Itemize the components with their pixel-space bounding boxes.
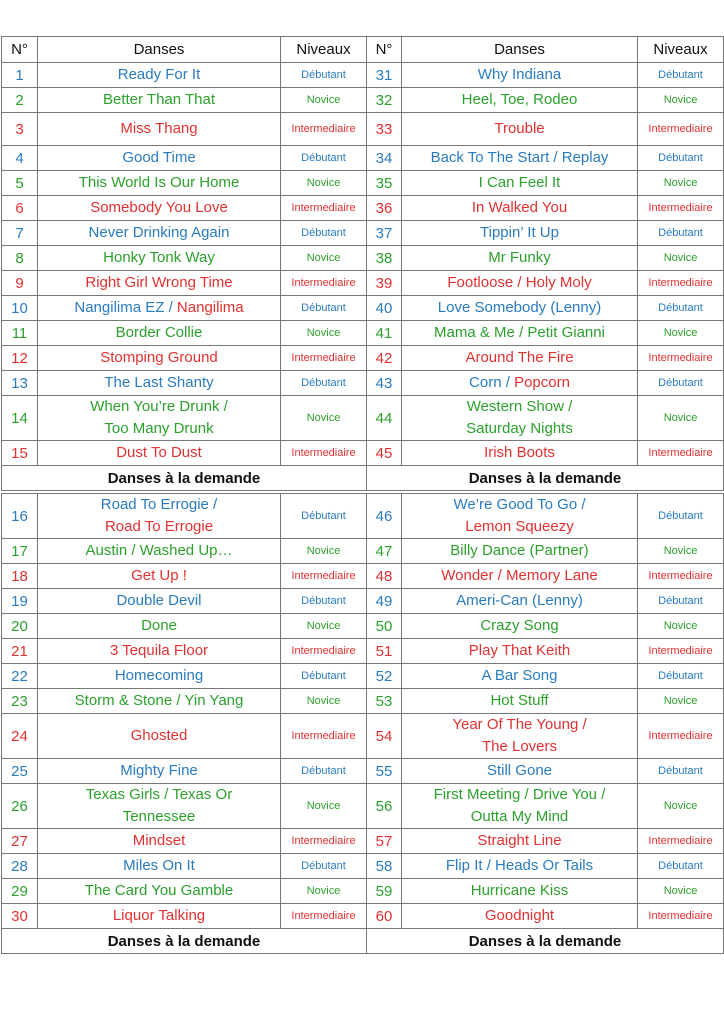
dance-level: Intermediaire xyxy=(638,441,724,466)
dance-name xyxy=(402,271,638,296)
dance-number: 16 xyxy=(2,494,38,539)
dance-level: Novice xyxy=(281,689,367,714)
dance-name-line: I Can Feel It xyxy=(478,174,561,191)
dance-name-part: Popcorn xyxy=(514,374,570,391)
dance-name xyxy=(38,879,281,904)
dance-name xyxy=(38,614,281,639)
dance-name-line: Ameri-Can (Lenny) xyxy=(456,592,583,609)
dance-level: Intermediaire xyxy=(281,639,367,664)
dance-level: Novice xyxy=(638,396,724,441)
dance-number: 13 xyxy=(2,371,38,396)
dance-level: Intermediaire xyxy=(281,113,367,146)
dance-number: 32 xyxy=(367,88,402,113)
dance-name xyxy=(402,689,638,714)
dance-name xyxy=(38,714,281,759)
dance-level: Novice xyxy=(281,784,367,829)
dance-name-line: Mama & Me / Petit Gianni xyxy=(434,324,605,341)
dance-name-line: Too Many Drunk xyxy=(104,420,214,437)
dance-level: Débutant xyxy=(281,664,367,689)
dance-name xyxy=(402,879,638,904)
dance-name-line: Love Somebody (Lenny) xyxy=(437,299,602,316)
dance-table-part-2 xyxy=(1,493,724,954)
dance-level: Novice xyxy=(281,539,367,564)
dance-name-line: Border Collie xyxy=(115,324,203,341)
dance-row xyxy=(2,296,724,321)
dance-level: Intermediaire xyxy=(281,441,367,466)
dance-level: Intermediaire xyxy=(281,346,367,371)
dance-number: 51 xyxy=(367,639,402,664)
dance-name-line: The Last Shanty xyxy=(104,374,214,391)
dance-row xyxy=(2,371,724,396)
dance-level: Novice xyxy=(281,246,367,271)
dance-level: Débutant xyxy=(638,854,724,879)
dance-row xyxy=(2,714,724,759)
dance-name xyxy=(402,664,638,689)
dance-number: 52 xyxy=(367,664,402,689)
dance-name-line: Better Than That xyxy=(102,91,216,108)
dance-row xyxy=(2,829,724,854)
dance-name-line: Austin / Washed Up… xyxy=(85,542,233,559)
dance-number: 33 xyxy=(367,113,402,146)
dance-name-line: 3 Tequila Floor xyxy=(109,642,209,659)
dance-level: Intermediaire xyxy=(638,196,724,221)
dance-number: 9 xyxy=(2,271,38,296)
dance-name xyxy=(402,904,638,929)
dance-number: 28 xyxy=(2,854,38,879)
dance-level: Novice xyxy=(638,879,724,904)
dance-number: 46 xyxy=(367,494,402,539)
dance-name xyxy=(38,664,281,689)
dance-row xyxy=(2,113,724,146)
dance-name xyxy=(402,759,638,784)
dance-number: 15 xyxy=(2,441,38,466)
dance-name-line: Miss Thang xyxy=(120,120,198,137)
dance-level: Débutant xyxy=(281,494,367,539)
dance-name-line: Still Gone xyxy=(486,762,553,779)
dance-level: Débutant xyxy=(281,221,367,246)
dance-name-line: Done xyxy=(141,617,177,634)
dance-name xyxy=(402,784,638,829)
dance-number: 31 xyxy=(367,63,402,88)
dance-name-line: Road To Errogie xyxy=(104,518,214,535)
dance-row xyxy=(2,171,724,196)
dance-number: 7 xyxy=(2,221,38,246)
dance-name-line: Good Time xyxy=(122,149,196,166)
header-levels-left: Niveaux xyxy=(281,37,367,63)
dance-name-line: Dust To Dust xyxy=(116,444,202,461)
dance-row xyxy=(2,539,724,564)
dance-name-line: Heel, Toe, Rodeo xyxy=(461,91,578,108)
dance-level: Novice xyxy=(281,614,367,639)
dance-number: 40 xyxy=(367,296,402,321)
dance-name xyxy=(402,63,638,88)
dance-number: 8 xyxy=(2,246,38,271)
dance-name-part: Corn / xyxy=(469,374,515,391)
dance-name-line: Play That Keith xyxy=(468,642,571,659)
dance-level: Novice xyxy=(281,171,367,196)
dance-row xyxy=(2,589,724,614)
dance-name-line: Billy Dance (Partner) xyxy=(450,542,589,559)
dance-name xyxy=(38,564,281,589)
dance-name xyxy=(38,396,281,441)
dance-name-line: Liquor Talking xyxy=(112,907,206,924)
dance-number: 41 xyxy=(367,321,402,346)
dance-number: 26 xyxy=(2,784,38,829)
dance-level: Novice xyxy=(638,539,724,564)
dance-number: 58 xyxy=(367,854,402,879)
dance-level: Débutant xyxy=(281,63,367,88)
dance-name-line: Year Of The Young / xyxy=(452,716,587,733)
dance-row xyxy=(2,63,724,88)
dance-name-line: Stomping Ground xyxy=(100,349,218,366)
dance-name xyxy=(38,171,281,196)
dance-number: 42 xyxy=(367,346,402,371)
dance-number: 14 xyxy=(2,396,38,441)
dance-level: Intermediaire xyxy=(281,271,367,296)
dance-number: 12 xyxy=(2,346,38,371)
dance-level: Novice xyxy=(638,246,724,271)
dance-number: 54 xyxy=(367,714,402,759)
dance-level: Débutant xyxy=(638,664,724,689)
dance-level: Débutant xyxy=(638,221,724,246)
dance-name xyxy=(402,854,638,879)
dance-level: Débutant xyxy=(281,371,367,396)
dance-number: 55 xyxy=(367,759,402,784)
dance-name xyxy=(38,346,281,371)
dance-name-line: Flip It / Heads Or Tails xyxy=(445,857,594,874)
dance-number: 23 xyxy=(2,689,38,714)
dance-number: 5 xyxy=(2,171,38,196)
dance-row xyxy=(2,689,724,714)
dance-row xyxy=(2,879,724,904)
dance-number: 36 xyxy=(367,196,402,221)
dance-number: 45 xyxy=(367,441,402,466)
on-demand-label-left: Danses à la demande xyxy=(2,929,367,954)
dance-name-line: Honky Tonk Way xyxy=(103,249,215,266)
dance-level: Intermediaire xyxy=(281,196,367,221)
dance-level: Novice xyxy=(638,171,724,196)
dance-name-line: Outta My Mind xyxy=(470,808,569,825)
dance-number: 39 xyxy=(367,271,402,296)
dance-table-part-1 xyxy=(1,36,724,491)
dance-name xyxy=(402,146,638,171)
dance-row xyxy=(2,396,724,441)
header-levels-right: Niveaux xyxy=(638,37,724,63)
dance-name-line: Double Devil xyxy=(116,592,202,609)
dance-name xyxy=(402,614,638,639)
dance-name xyxy=(402,829,638,854)
dance-row xyxy=(2,146,724,171)
dance-number: 3 xyxy=(2,113,38,146)
dance-name xyxy=(38,639,281,664)
dance-name-line: Lemon Squeezy xyxy=(465,518,574,535)
dance-level: Débutant xyxy=(638,63,724,88)
dance-name xyxy=(402,371,638,396)
dance-row xyxy=(2,759,724,784)
dance-name xyxy=(402,246,638,271)
dance-row xyxy=(2,271,724,296)
dance-level: Novice xyxy=(638,689,724,714)
footer-row xyxy=(2,929,724,954)
dance-number: 44 xyxy=(367,396,402,441)
dance-name-line: Footloose / Holy Moly xyxy=(447,274,592,291)
dance-name xyxy=(402,88,638,113)
dance-name xyxy=(402,539,638,564)
dance-name-line: A Bar Song xyxy=(481,667,558,684)
dance-name xyxy=(38,784,281,829)
dance-name-line: Right Girl Wrong Time xyxy=(85,274,233,291)
dance-number: 22 xyxy=(2,664,38,689)
dance-name-line: Road To Errogie / xyxy=(100,496,218,513)
dance-name-line: Around The Fire xyxy=(465,349,574,366)
dance-row xyxy=(2,221,724,246)
dance-name-line: We’re Good To Go / xyxy=(453,496,586,513)
dance-name xyxy=(38,904,281,929)
dance-row xyxy=(2,614,724,639)
dance-name-line: When You’re Drunk / xyxy=(90,398,228,415)
dance-number: 34 xyxy=(367,146,402,171)
dance-number: 48 xyxy=(367,564,402,589)
dance-rows xyxy=(2,494,724,929)
dance-name-line: Somebody You Love xyxy=(90,199,228,216)
dance-number: 1 xyxy=(2,63,38,88)
dance-level: Débutant xyxy=(281,854,367,879)
dance-name xyxy=(38,854,281,879)
dance-name xyxy=(402,171,638,196)
dance-name xyxy=(38,296,281,321)
dance-number: 4 xyxy=(2,146,38,171)
dance-name-line: The Card You Gamble xyxy=(84,882,234,899)
dance-level: Débutant xyxy=(638,296,724,321)
dance-row xyxy=(2,246,724,271)
dance-name xyxy=(38,88,281,113)
dance-name-line: Hot Stuff xyxy=(490,692,549,709)
dance-name-line: First Meeting / Drive You / xyxy=(433,786,606,803)
dance-row xyxy=(2,88,724,113)
header-num-right: N° xyxy=(367,37,402,63)
dance-name-line: Mr Funky xyxy=(488,249,551,266)
dance-number: 2 xyxy=(2,88,38,113)
dance-number: 10 xyxy=(2,296,38,321)
dance-name-part: Nangilima xyxy=(176,299,244,316)
dance-name-line: Why Indiana xyxy=(477,66,562,83)
dance-level: Intermediaire xyxy=(638,564,724,589)
dance-name xyxy=(38,146,281,171)
dance-level: Intermediaire xyxy=(638,904,724,929)
dance-number: 6 xyxy=(2,196,38,221)
dance-number: 20 xyxy=(2,614,38,639)
dance-number: 60 xyxy=(367,904,402,929)
dance-level: Intermediaire xyxy=(281,564,367,589)
dance-name xyxy=(38,63,281,88)
dance-row xyxy=(2,664,724,689)
dance-name xyxy=(402,346,638,371)
dance-name xyxy=(38,246,281,271)
dance-name xyxy=(402,494,638,539)
dance-name xyxy=(402,321,638,346)
dance-name xyxy=(38,371,281,396)
dance-name xyxy=(38,689,281,714)
dance-row xyxy=(2,494,724,539)
dance-name xyxy=(38,539,281,564)
dance-name-line: Tennessee xyxy=(122,808,196,825)
dance-number: 21 xyxy=(2,639,38,664)
dance-name-line: Storm & Stone / Yin Yang xyxy=(74,692,244,709)
dance-name-line: Texas Girls / Texas Or xyxy=(85,786,233,803)
dance-row xyxy=(2,346,724,371)
dance-row xyxy=(2,564,724,589)
dance-level: Novice xyxy=(638,321,724,346)
dance-level: Débutant xyxy=(281,296,367,321)
dance-name-line: Goodnight xyxy=(484,907,555,924)
dance-name-line: Miles On It xyxy=(123,857,195,874)
dance-number: 59 xyxy=(367,879,402,904)
dance-name-line: Mighty Fine xyxy=(120,762,198,779)
on-demand-label-right: Danses à la demande xyxy=(367,929,724,954)
dance-level: Novice xyxy=(638,88,724,113)
dance-level: Novice xyxy=(281,321,367,346)
dance-number: 43 xyxy=(367,371,402,396)
dance-row xyxy=(2,441,724,466)
dance-number: 56 xyxy=(367,784,402,829)
dance-level: Novice xyxy=(638,784,724,829)
dance-number: 24 xyxy=(2,714,38,759)
dance-name xyxy=(402,221,638,246)
dance-name xyxy=(402,441,638,466)
dance-number: 49 xyxy=(367,589,402,614)
dance-level: Débutant xyxy=(638,371,724,396)
header-dances-left: Danses xyxy=(38,37,281,63)
dance-name xyxy=(402,564,638,589)
dance-number: 18 xyxy=(2,564,38,589)
on-demand-label-right: Danses à la demande xyxy=(367,466,724,491)
dance-name xyxy=(38,494,281,539)
header-row xyxy=(2,37,724,63)
dance-number: 25 xyxy=(2,759,38,784)
dance-number: 37 xyxy=(367,221,402,246)
dance-level: Intermediaire xyxy=(281,904,367,929)
dance-level: Intermediaire xyxy=(638,113,724,146)
dance-name-line: Get Up ! xyxy=(131,567,187,584)
dance-name xyxy=(38,221,281,246)
dance-row xyxy=(2,196,724,221)
dance-row xyxy=(2,321,724,346)
dance-name-line: In Walked You xyxy=(471,199,568,216)
dance-name-line: Wonder / Memory Lane xyxy=(441,567,598,584)
dance-level: Novice xyxy=(281,88,367,113)
dance-name xyxy=(38,589,281,614)
dance-name-line: Tippin’ It Up xyxy=(480,224,559,241)
dance-level: Débutant xyxy=(281,146,367,171)
dance-number: 50 xyxy=(367,614,402,639)
dance-level: Novice xyxy=(638,614,724,639)
dance-level: Intermediaire xyxy=(638,714,724,759)
dance-level: Novice xyxy=(281,396,367,441)
dance-row xyxy=(2,854,724,879)
dance-number: 29 xyxy=(2,879,38,904)
dance-name xyxy=(402,714,638,759)
dance-number: 47 xyxy=(367,539,402,564)
dance-number: 30 xyxy=(2,904,38,929)
dance-name xyxy=(402,396,638,441)
dance-level: Débutant xyxy=(281,589,367,614)
dance-level: Débutant xyxy=(638,589,724,614)
dance-row xyxy=(2,639,724,664)
header-dances-right: Danses xyxy=(402,37,638,63)
dance-rows xyxy=(2,63,724,466)
dance-name-line: Ready For It xyxy=(117,66,201,83)
dance-name-part: Nangilima EZ / xyxy=(74,299,177,316)
dance-name-line: Never Drinking Again xyxy=(88,224,230,241)
dance-name-line: Trouble xyxy=(494,120,545,137)
dance-name-line: Ghosted xyxy=(130,727,188,744)
header-num-left: N° xyxy=(2,37,38,63)
dance-name-line: Homecoming xyxy=(114,667,204,684)
dance-name-line: The Lovers xyxy=(481,738,558,755)
dance-level: Intermediaire xyxy=(281,714,367,759)
dance-level: Intermediaire xyxy=(638,271,724,296)
dance-number: 35 xyxy=(367,171,402,196)
dance-name xyxy=(402,113,638,146)
dance-row xyxy=(2,784,724,829)
dance-name xyxy=(38,196,281,221)
dance-name xyxy=(38,321,281,346)
dance-level: Intermediaire xyxy=(638,829,724,854)
dance-name-line: This World Is Our Home xyxy=(78,174,240,191)
dance-name xyxy=(38,113,281,146)
dance-name xyxy=(38,829,281,854)
dance-name xyxy=(38,759,281,784)
dance-level: Intermediaire xyxy=(638,639,724,664)
dance-number: 53 xyxy=(367,689,402,714)
dance-level: Novice xyxy=(281,879,367,904)
on-demand-label-left: Danses à la demande xyxy=(2,466,367,491)
dance-level: Débutant xyxy=(638,146,724,171)
dance-number: 57 xyxy=(367,829,402,854)
dance-name-line: Irish Boots xyxy=(484,444,555,461)
dance-level: Débutant xyxy=(638,759,724,784)
dance-name xyxy=(402,296,638,321)
dance-number: 19 xyxy=(2,589,38,614)
dance-row xyxy=(2,904,724,929)
dance-name-line: Hurricane Kiss xyxy=(470,882,569,899)
dance-name-line: Mindset xyxy=(132,832,186,849)
dance-level: Intermediaire xyxy=(281,829,367,854)
dance-name xyxy=(402,639,638,664)
dance-level: Débutant xyxy=(281,759,367,784)
dance-name-line: Western Show / xyxy=(466,398,573,415)
dance-level: Intermediaire xyxy=(638,346,724,371)
dance-name xyxy=(402,589,638,614)
dance-level: Débutant xyxy=(638,494,724,539)
dance-name-line: Straight Line xyxy=(477,832,562,849)
dance-name-line: Saturday Nights xyxy=(466,420,573,437)
dance-number: 27 xyxy=(2,829,38,854)
dance-number: 38 xyxy=(367,246,402,271)
dance-number: 17 xyxy=(2,539,38,564)
dance-name xyxy=(38,271,281,296)
dance-name-line: Crazy Song xyxy=(480,617,559,634)
dance-name xyxy=(402,196,638,221)
dance-number: 11 xyxy=(2,321,38,346)
footer-row xyxy=(2,466,724,491)
dance-name-line: Back To The Start / Replay xyxy=(430,149,609,166)
dance-name xyxy=(38,441,281,466)
